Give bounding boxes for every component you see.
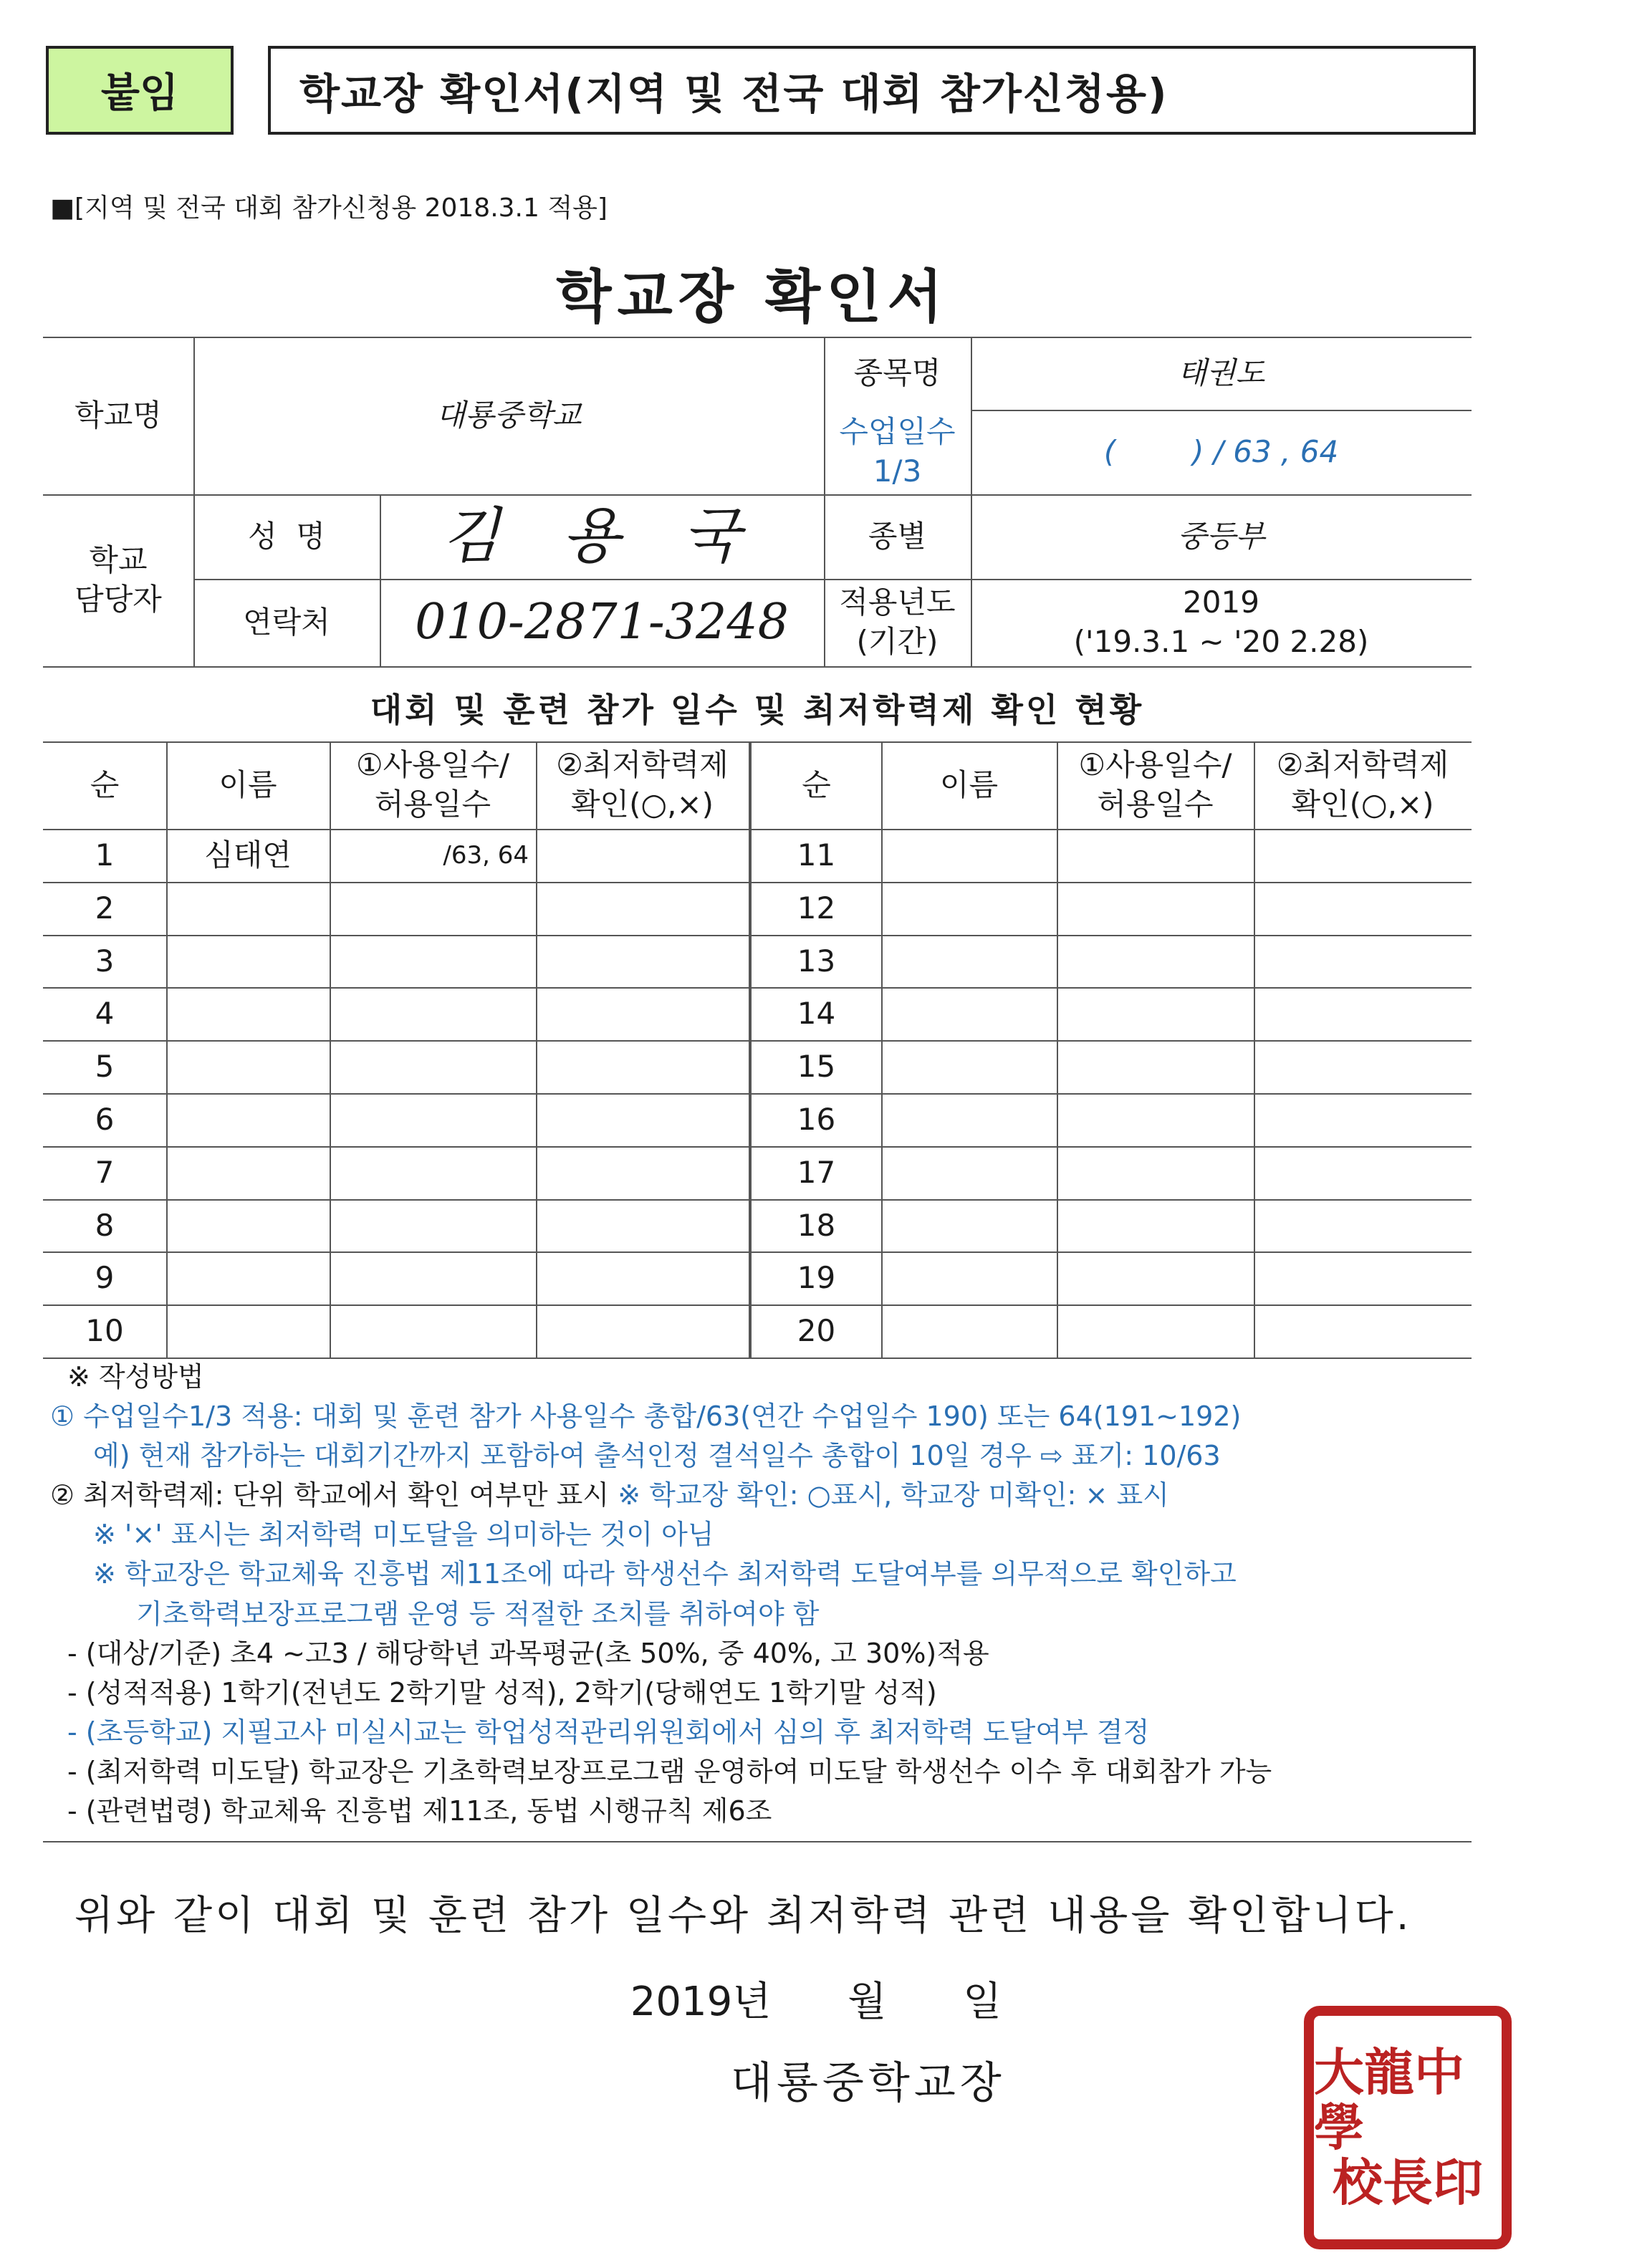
row-no-right: 13 [797,943,836,979]
date-line: 2019년 월 일 [630,1979,1002,2025]
empty-cell [330,1093,536,1146]
col-header-name-left: 이름 [219,767,277,802]
empty-cell [1057,1251,1254,1304]
notes-section [50,1358,1483,1831]
empty-cell [1254,1304,1472,1358]
notes-heading: ※ 작성방법 [67,1361,204,1393]
division-value: 중등부 [1177,518,1265,554]
empty-cell [881,1199,1057,1252]
empty-cell [881,1251,1057,1304]
note-2b: ※ 학교장 확인: ○표시, 학교장 미확인: × 표시 [618,1479,1169,1512]
note-9: - (관련법령) 학교체육 진흥법 제11조, 동법 시행규칙 제6조 [67,1795,772,1827]
empty-cell [536,987,749,1040]
note-6: - (성적적용) 1학기(전년도 2학기말 성적), 2학기(당해연도 1학기말 성적) [67,1676,937,1709]
note-7: - (초등학교) 지필고사 미실시교는 학업성적관리위원회에서 심의 후 최저학력 도달여부 결정 [67,1716,1150,1748]
empty-cell [1254,829,1472,882]
row-no-right: 11 [797,837,836,873]
col-header-minacad-right: ②최저학력제 확인(○,×) [1276,747,1449,822]
contact-label: 연락처 [243,604,330,640]
empty-cell [330,882,536,935]
col-header-days-right: ①사용일수/ 허용일수 [1078,747,1232,822]
col-header-no-left: 순 [90,767,120,802]
row-no-right: 16 [797,1101,836,1137]
empty-cell [1057,987,1254,1040]
applied-note: ■[지역 및 전국 대회 참가신청용 2018.3.1 적용] [50,193,608,223]
empty-cell [536,1146,749,1199]
row-no-left: 7 [95,1154,115,1190]
note-3: ※ '×' 표시는 최저학력 미도달을 의미하는 것이 아님 [93,1519,714,1551]
row-no-left: 4 [95,995,115,1031]
attachment-tag: 붙임 [46,46,234,135]
empty-cell [881,935,1057,988]
row-no-right: 12 [797,890,836,926]
empty-cell [881,829,1057,882]
row-no-right: 19 [797,1259,836,1295]
official-seal-stamp: 大龍中學 校長印 [1304,2006,1512,2249]
note-1b: 예) 현재 참가하는 대회기간까지 포함하여 출석인정 결석일수 총합이 10일 경우 ⇨ 표기: 10/63 [93,1440,1221,1472]
empty-cell [1254,1040,1472,1093]
year-period: ('19.3.1 ~ '20 2.28) [1073,624,1369,659]
empty-cell [881,1093,1057,1146]
empty-cell [1254,1199,1472,1252]
empty-cell [536,1251,749,1304]
empty-cell [1254,935,1472,988]
empty-cell [1057,1146,1254,1199]
empty-cell [1057,935,1254,988]
confirm-statement: 위와 같이 대회 및 훈련 참가 일수와 최저학력 관련 내용을 확인합니다. [75,1893,1412,1939]
empty-cell [536,829,749,882]
header-title: 학교장 확인서(지역 및 전국 대회 참가신청용) [268,46,1476,135]
note-2a: ② 최저학력제: 단위 학교에서 확인 여부만 표시 [50,1479,610,1512]
row-no-left: 6 [95,1101,115,1137]
empty-cell [166,987,330,1040]
empty-cell [1057,882,1254,935]
row-no-right: 17 [797,1154,836,1190]
school-label: 학교명 [75,397,162,433]
empty-cell [881,1040,1057,1093]
section-title: 대회 및 훈련 참가 일수 및 최저학력제 확인 현황 [370,691,1145,729]
row-no-left: 5 [95,1048,115,1084]
empty-cell [881,1146,1057,1199]
row-name: 심태연 [204,837,292,873]
note-4a: ※ 학교장은 학교체육 진흥법 제11조에 따라 학생선수 최저학력 도달여부를 의무적으로 확인하고 [93,1558,1237,1590]
empty-cell [166,1304,330,1358]
empty-cell [330,935,536,988]
empty-cell [330,1040,536,1093]
empty-cell [1254,1093,1472,1146]
note-8: - (최저학력 미도달) 학교장은 기초학력보장프로그램 운영하여 미도달 학생선수 이수 후 대회참가 가능 [67,1755,1272,1787]
empty-cell [881,987,1057,1040]
empty-cell [1057,1040,1254,1093]
empty-cell [1254,882,1472,935]
empty-cell [1254,1146,1472,1199]
empty-cell [536,1304,749,1358]
document-title: 학교장 확인서 [556,264,949,330]
row-no-right: 15 [797,1048,836,1084]
name-value-handwritten: 김 용 국 [441,501,762,572]
row-no-left: 10 [85,1312,124,1348]
year-label: 적용년도 (기간) [839,585,956,659]
event-value: 태권도 [1177,355,1265,390]
manager-label: 학교 담당자 [75,542,162,617]
name-label: 성 명 [248,518,325,554]
empty-cell [330,1199,536,1252]
row-no-right: 18 [797,1207,836,1243]
col-header-name-right: 이름 [939,767,999,802]
note-2 [50,1476,1483,1515]
empty-cell [330,987,536,1040]
event-label: 종목명 [853,355,941,390]
empty-cell [1057,1199,1254,1252]
note-1a: ① 수업일수1/3 적용: 대회 및 훈련 참가 사용일수 총합/63(연간 수업일수 190) 또는 64(191~192) [50,1400,1242,1433]
division-label: 종별 [868,518,927,554]
col-header-no-right: 순 [802,767,831,802]
row-no-left: 2 [95,890,115,926]
col-header-days-left: ①사용일수/ 허용일수 [355,747,510,822]
row-no-right: 14 [797,995,836,1031]
school-value: 대룡중학교 [436,397,582,433]
contact-value-handwritten: 010-2871-3248 [415,593,789,650]
empty-cell [166,1199,330,1252]
empty-cell [166,1093,330,1146]
principal-title: 대룡중학교장 [731,2058,1006,2108]
empty-cell [536,1040,749,1093]
empty-cell [881,1304,1057,1358]
empty-cell [881,882,1057,935]
empty-cell [1057,1304,1254,1358]
row-no-right: 20 [797,1312,836,1348]
row-no-left: 8 [95,1207,115,1243]
empty-cell [536,1199,749,1252]
row-days: /63, 64 [443,840,529,870]
empty-cell [330,1146,536,1199]
row-no-left: 9 [95,1259,115,1295]
days-label: 수업일수 1/3 [839,414,956,489]
row-no-left: 1 [95,837,115,873]
days-value: ( ) / 63 , 64 [1103,433,1339,469]
empty-cell [536,935,749,988]
empty-cell [536,1093,749,1146]
empty-cell [536,882,749,935]
empty-cell [1057,1093,1254,1146]
year-value: 2019 [1183,585,1259,620]
empty-cell [166,1040,330,1093]
empty-cell [330,1251,536,1304]
row-no-left: 3 [95,943,115,979]
empty-cell [1057,829,1254,882]
empty-cell [1254,1251,1472,1304]
empty-cell [166,1146,330,1199]
empty-cell [166,1251,330,1304]
empty-cell [1254,987,1472,1040]
year-cell [971,579,1472,666]
note-5: - (대상/기준) 초4 ~고3 / 해당학년 과목평균(초 50%, 중 40%, 고 30%)적용 [67,1637,989,1669]
empty-cell [166,935,330,988]
empty-cell [330,1304,536,1358]
note-4b: 기초학력보장프로그램 운영 등 적절한 조치를 취하여야 함 [136,1597,820,1630]
col-header-minacad-left: ②최저학력제 확인(○,×) [556,747,729,822]
empty-cell [166,882,330,935]
